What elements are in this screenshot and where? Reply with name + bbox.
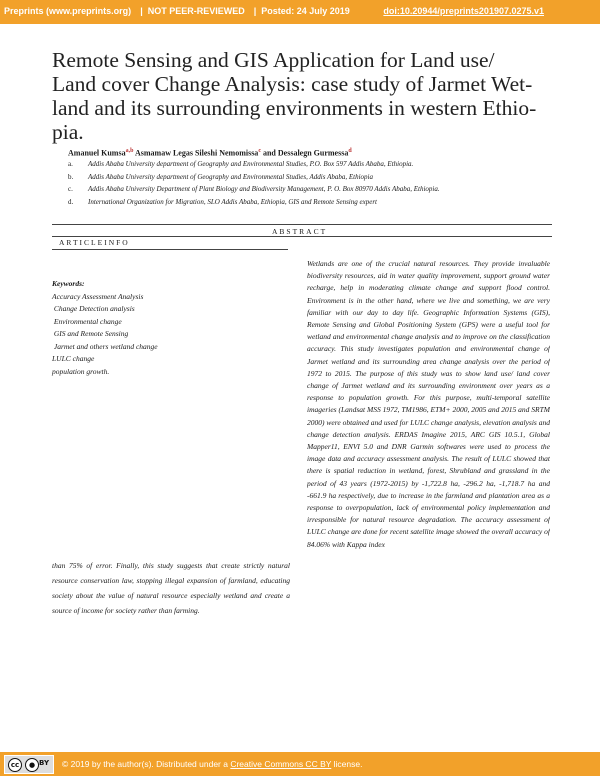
abstract-heading: ABSTRACT (272, 227, 328, 236)
abstract-continuation: than 75% of error. Finally, this study suggests that create strictly natural resource conservation law, stopping illegal expansion of farmland, educating society about the value of natural resource especially wetland and create a source of income for society rather than farming. (52, 561, 290, 615)
abstract-body: Wetlands are one of the crucial natural resources. They provide invaluable biodiversity resources, aid in water quality improvement, support ground water recharge, help in moderating climate change and support flood control. Environment is in the other hand, where we live and something, we are very familiar with our day to day life. Geographic Information Systems (GIS), Remote Sensing and Global Positioning System (GPS) were a useful tool for wetland and environmental change analysis and to improve on the classification accuracy. This study investigates population and environmental change of Jarmet wetland and its surrounding area change analysis over the period of 1972 to 2015. The purpose of this study was to show land use/ land cover change of Jarmet wetland and its surrounding environment over years as a response to population growth. For this purpose, multi-temporal satellite imageries (Landsat MSS 1972, TM1986, ETM+ 2000, 2005 and 2015 and SRTM 2000) were obtained and used for LULC change analysis, elevation analysis and change detection analysis. ERDAS Imagine 2015, ARC GIS 10.5.1, Global Mapper11, ENVI 5.0 and DNR Garmin softwares were used to process the image data and accuracy assessment analysis. The result of LULC showed that there is spatial reduction in wetland, forest, Shrubland and grassland in the period of 43 years (1972-2015) by -1,722.8 ha, -296.2 ha, -1,718.7 ha and -661.9 ha respectively, due to increase in the farmland and plantation area as a response to overpopulation, lack of environmental policy implementation and irresponsible for natural resource degradation. The accuracy assessment of LULC change are done for recent satellite image showed the overall accuracy of 84.06% with Kappa index (307, 259, 550, 549)
cc-icon: cc (8, 758, 22, 772)
author-sup: a,b (125, 148, 134, 154)
affiliation-letter: d. (68, 197, 74, 206)
posted-date: Posted: 24 July 2019 (261, 6, 350, 16)
cc-license-icon[interactable] (4, 755, 54, 774)
keyword-item: Jarmet and others wetland change (52, 341, 158, 351)
affiliation-text: Addis Ababa University Department of Plant Biology and Biodiversity Management, P. O. Box 80970 Addis Ababa, Ethiopia. (88, 185, 440, 193)
affiliation-letter: c. (68, 185, 73, 193)
person-icon: ● (25, 758, 39, 772)
title-line: Remote Sensing and GIS Application for Land use/ (52, 48, 495, 72)
affiliations (68, 160, 588, 210)
keyword-item: Environmental change (52, 316, 122, 326)
article-info-heading: ARTICLEINFO (59, 238, 130, 247)
keywords-section (52, 278, 158, 378)
title-line: Land cover Change Analysis: case study of Jarmet Wet- (52, 72, 533, 96)
author-name: and Dessalegn Gurmessa (262, 148, 349, 158)
affiliation-text: Addis Ababa University department of Geography and Environmental Studies, P.O. Box 597 Addis Ababa, Ethiopia. (88, 160, 414, 168)
author-name: Sileshi Nemomissa (194, 148, 259, 158)
affiliation-letter: a. (68, 160, 73, 168)
keyword-item: population growth. (52, 366, 110, 376)
preprint-header-bar (0, 0, 600, 24)
copyright-text (62, 759, 362, 769)
author-sup: d (348, 148, 352, 154)
author-sup: c (258, 148, 261, 154)
by-label: BY (39, 759, 50, 767)
divider-abstract (52, 236, 552, 237)
author-list (68, 148, 352, 158)
copyright-prefix: © 2019 by the author(s). Distributed under a (62, 759, 231, 769)
keywords-heading: Keywords: (52, 279, 85, 288)
affiliation-item (68, 160, 588, 173)
affiliation-text: Addis Ababa University department of Geography and Environmental Studies, Addis Ababa, Ethiopia (88, 172, 373, 181)
author-name: Asmamaw Legas (134, 148, 193, 158)
keyword-item: GIS and Remote Sensing (52, 329, 129, 338)
keyword-item: Accuracy Assessment Analysis (52, 291, 144, 301)
peer-review-label: NOT PEER-REVIEWED (147, 6, 245, 16)
keyword-item: Change Detection analysis (52, 304, 135, 313)
affiliation-letter: b. (68, 172, 74, 181)
title-line: land and its surrounding environments in western Ethio- (52, 96, 537, 120)
divider-top (52, 224, 552, 225)
affiliation-item (68, 173, 588, 186)
divider-article-info (52, 249, 288, 250)
source-link[interactable]: Preprints (www.preprints.org) (4, 6, 132, 16)
paper-title (52, 48, 562, 144)
header-left: Preprints (www.preprints.org) | NOT PEER-REVIEWED | Posted: 24 July 2019 (4, 6, 350, 16)
author-name: Amanuel Kumsa (68, 148, 126, 158)
license-link[interactable]: Creative Commons CC BY (230, 759, 332, 769)
title-line: pia. (52, 120, 84, 144)
keyword-item: LULC change (52, 354, 95, 363)
doi-link[interactable]: doi:10.20944/preprints201907.0275.v1 (383, 6, 544, 16)
affiliation-item (68, 185, 588, 198)
affiliation-item (68, 198, 588, 211)
affiliation-text: International Organization for Migration, SLO Addis Ababa, Ethiopia, GIS and Remote Sensing expert (88, 197, 377, 206)
copyright-suffix: license. (331, 759, 363, 769)
license-footer (0, 752, 600, 776)
